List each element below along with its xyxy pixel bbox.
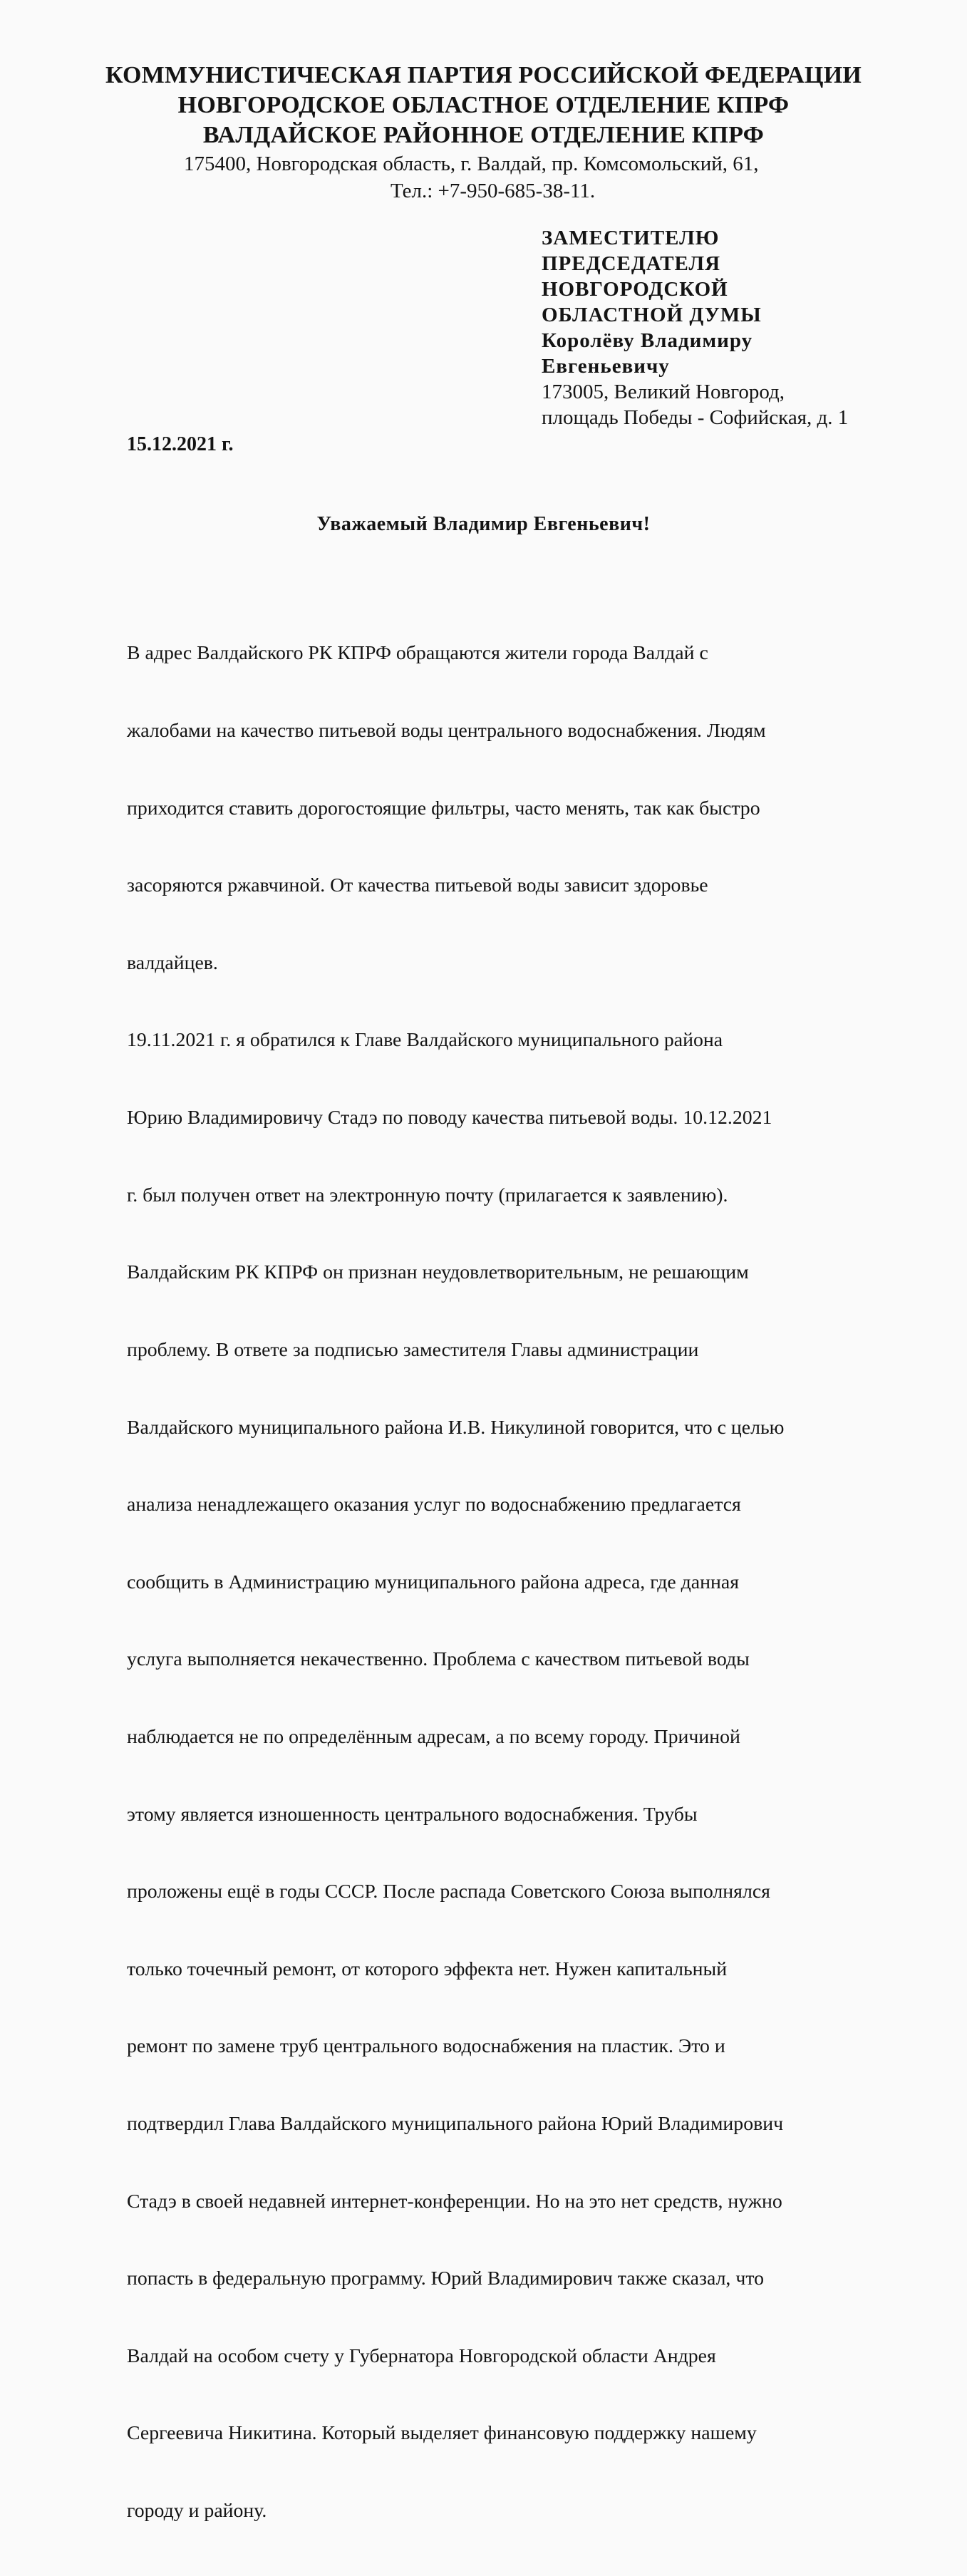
recipient-address-line: площадь Победы - Софийская, д. 1 <box>542 406 849 429</box>
recipient-line: ОБЛАСТНОЙ ДУМЫ <box>542 304 762 326</box>
body-line: наблюдается не по определённым адресам, а по всему городу. Причиной <box>127 1725 740 1748</box>
recipient-line: ПРЕДСЕДАТЕЛЯ <box>542 252 721 275</box>
recipient-block <box>542 225 848 430</box>
header-regional-branch: НОВГОРОДСКОЕ ОБЛАСТНОЕ ОТДЕЛЕНИЕ КПРФ <box>177 92 790 118</box>
body-line: Стадэ в своей недавней интернет-конференции. Но на это нет средств, нужно <box>127 2190 782 2213</box>
body-line: сообщить в Администрацию муниципального района адреса, где данная <box>127 1571 739 1593</box>
body-line: приходится ставить дорогостоящие фильтры, часто менять, так как быстро <box>127 797 760 819</box>
recipient-line: ЗАМЕСТИТЕЛЮ <box>542 227 720 249</box>
body-line: Юрию Владимировичу Стадэ по поводу качества питьевой воды. 10.12.2021 <box>127 1107 772 1129</box>
body-line: 19.11.2021 г. я обратился к Главе Валдайского муниципального района <box>127 1029 723 1052</box>
header-district-branch: ВАЛДАЙСКОЕ РАЙОННОЕ ОТДЕЛЕНИЕ КПРФ <box>202 122 765 148</box>
recipient-line: Королёву Владимиру <box>542 329 753 352</box>
body-line: услуга выполняется некачественно. Проблема с качеством питьевой воды <box>127 1648 750 1671</box>
header-phone: Тел.: +7-950-685-38-11. <box>391 180 596 202</box>
body-line: Валдайским РК КПРФ он признан неудовлетворительным, не решающим <box>127 1261 749 1284</box>
body-line: проблему. В ответе за подписью заместителя Главы администрации <box>127 1338 699 1361</box>
body-line: ремонт по замене труб центрального водоснабжения на пластик. Это и <box>127 2035 725 2058</box>
body-line: В адрес Валдайского РК КПРФ обращаются жители города Валдай с <box>127 642 708 665</box>
body-line: попасть в федеральную программу. Юрий Владимирович также сказал, что <box>127 2267 764 2290</box>
body-line: валдайцев. <box>127 951 218 974</box>
body-line: анализа ненадлежащего оказания услуг по водоснабжению предлагается <box>127 1494 741 1516</box>
recipient-address-line: 173005, Великий Новгород, <box>542 381 785 403</box>
recipient-line: Евгеньевичу <box>542 355 670 378</box>
body-line: Валдайского муниципального района И.В. Никулиной говорится, что с целью <box>127 1416 785 1439</box>
body-line: Валдай на особом счету у Губернатора Новгородской области Андрея <box>127 2344 716 2367</box>
body-line: городу и району. <box>127 2500 267 2523</box>
body-line: только точечный ремонт, от которого эффекта нет. Нужен капитальный <box>127 1957 728 1980</box>
salutation: Уважаемый Владимир Евгеньевич! <box>316 513 651 535</box>
body-line: г. был получен ответ на электронную почту (прилагается к заявлению). <box>127 1184 728 1206</box>
letter-body <box>127 589 882 2576</box>
body-line: этому является изношенность центрального водоснабжения. Трубы <box>127 1803 698 1826</box>
header-party-name: КОММУНИСТИЧЕСКАЯ ПАРТИЯ РОССИЙСКОЙ ФЕДЕРАЦИИ <box>105 62 862 88</box>
body-line: засоряются ржавчиной. От качества питьевой воды зависит здоровье <box>127 874 708 897</box>
header-address: 175400, Новгородская область, г. Валдай, пр. Комсомольский, 61, <box>184 152 759 175</box>
body-line: Сергеевича Никитина. Который выделяет финансовую поддержку нашему <box>127 2422 757 2445</box>
body-line: подтвердил Глава Валдайского муниципального района Юрий Владимирович <box>127 2112 784 2135</box>
body-line: жалобами на качество питьевой воды центрального водоснабжения. Людям <box>127 720 766 743</box>
letter-date: 15.12.2021 г. <box>127 433 234 455</box>
body-line: проложены ещё в годы СССР. После распада Советского Союза выполнялся <box>127 1881 770 1903</box>
recipient-line: НОВГОРОДСКОЙ <box>542 278 728 301</box>
